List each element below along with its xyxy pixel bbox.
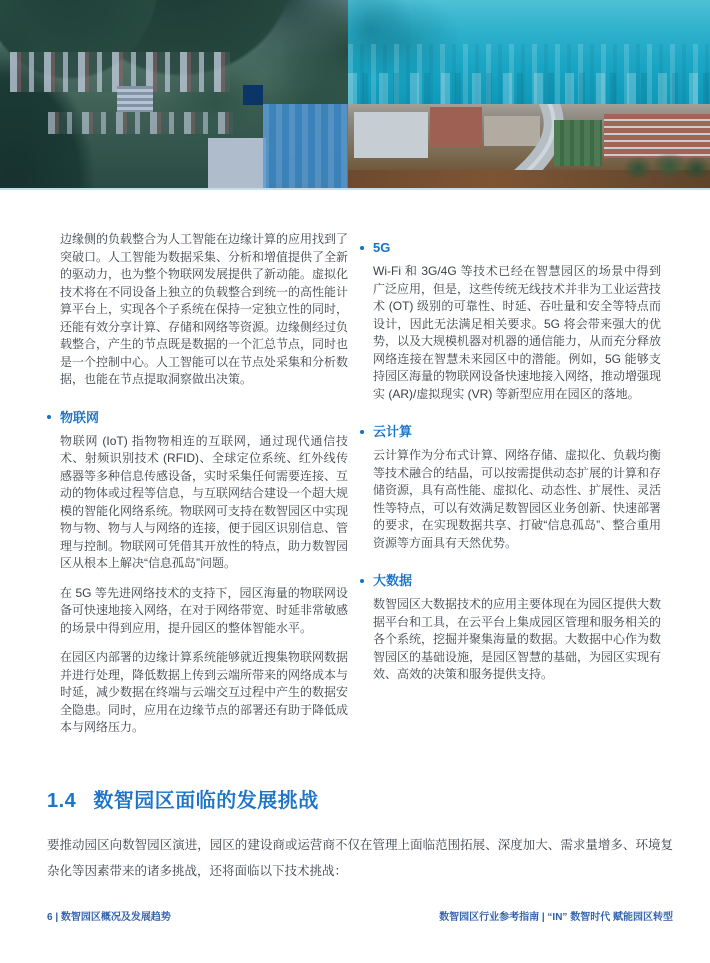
photo-bottom-edge	[0, 188, 710, 190]
campus-construction-photo	[348, 104, 710, 190]
section-title-label: 大数据	[373, 573, 413, 588]
page-footer	[47, 908, 673, 923]
village-buildings	[48, 112, 233, 134]
paragraph: 在 5G 等先进网络技术的支持下，园区海量的物联网设备可快速地接入网络，在对于网络带宽、时延非常敏感的场景中得到应用，提升园区的整体智能水平。	[60, 585, 349, 635]
village-buildings	[10, 52, 230, 92]
decor-translucent-blue-square	[263, 104, 348, 190]
footer-document-title: 数智园区行业参考指南 | “IN” 数智时代 赋能园区转型	[439, 912, 673, 923]
paragraph: Wi-Fi 和 3G/4G 等技术已经在智慧园区的场景中得到广泛应用，但是，这些传统无线技术并非为工业运营技术 (OT) 级别的可靠性、时延、吞吐量和安全等特点而设计，因此无法满足相关要求。5G 将会带来强大的优势，以及大规模机器对机器的通信能力，从而充分释放网络连接在智慧未来园区中的潜能。例如，5G 能够支持园区海量的物联网设备快速地接入网络，推动增强现实 (AR)/虚拟现实 (VR) 等新型应用在园区的落地。	[373, 264, 662, 401]
paragraph: 数智园区大数据技术的应用主要体现在为园区提供大数据平台和工具，在云平台上集成园区管理和服务相关的各个系统，挖掘并聚集海量的数据。大数据中心作为数智园区的基础设施，是园区智慧的基础，为园区实现有效、高效的决策和服务提供支持。	[373, 597, 662, 681]
paragraph-edge-computing: 边缘侧的负载整合为人工智能在边缘计算的应用找到了突破口。人工智能为数据采集、分析和增值提供了全新的驱动力，也为整个物联网发展提供了新动能。虚拟化技术将在不同设备上独立的负载整合到统一的高性能计算平台上，实现各个子系统在保持一定独立性的同时，还能有效分享计算、存储和网络等资源。边缘侧经过负载整合，产生的节点既是数据的一个汇总节点，同时也是一个控制中心。人工智能可以在节点处采集和分析数据，也能在节点提取洞察做出决策。	[60, 232, 349, 386]
section-bigdata	[360, 572, 661, 684]
chapter-number: 1.4	[47, 790, 77, 812]
white-building	[117, 86, 153, 112]
bullet-dot-icon	[47, 415, 51, 419]
section-title-5g	[360, 239, 661, 256]
section-title-cloud	[360, 423, 661, 440]
section-title-label: 5G	[373, 240, 391, 255]
brick-building	[604, 114, 710, 158]
bullet-dot-icon	[360, 579, 364, 583]
white-building	[208, 138, 266, 190]
header-photo-collage	[0, 0, 710, 190]
left-text-column	[47, 231, 348, 737]
paragraph: 物联网 (IoT) 指物物相连的互联网，通过现代通信技术、射频识别技术 (RFID)、全球定位系统、红外线传感器等多种信息传感设备，实时采集任何需要连接、互动的物体或过程等信息，与互联网结合建设一个超大规模的智能化网络系统。物联网可支持在数智园区中实现物与物、物与人与网络的连接，便于园区识别信息、管理与控制。物联网可凭借其开放性的特点，助力数智园区从根本上解决“信息孤岛”问题。	[60, 433, 349, 570]
bullet-dot-icon	[360, 246, 364, 250]
section-5g	[360, 239, 661, 403]
paragraph: 在园区内部署的边缘计算系统能够就近搜集物联网数据并进行处理，降低数据上传到云端所带来的网络成本与时延，减少数据在终端与云端交互过程中产生的数据安全隐患。同时，应用在边缘节点的部署还有助于降低成本与网络压力。	[60, 650, 349, 734]
section-iot	[47, 409, 348, 737]
section-title-bigdata	[360, 572, 661, 589]
paragraph: 云计算作为分布式计算、网络存储、虚拟化、负载均衡等技术融合的结晶，可以按需提供动态扩展的计算和存储资源，具有高性能、虚拟化、动态性、扩展性、灵活性等特点，可以有效满足数智园区业务创新、快速部署的要求，在实现数据共享、打破“信息孤岛”、整合重用资源等方面具有天然优势。	[373, 448, 662, 550]
section-title-label: 物联网	[60, 409, 100, 425]
construction-building-green-net	[554, 120, 602, 166]
section-title-iot	[47, 409, 348, 426]
challenge-intro-paragraph: 要推动园区向数智园区演进，园区的建设商或运营商不仅在管理上面临范围拓展、深度加大、需求量增多、环境复杂化等因素带来的诸多挑战，还将面临以下技术挑战：	[47, 838, 673, 878]
chapter-heading	[47, 784, 319, 813]
teal-cityscape-photo	[348, 0, 710, 104]
trees	[620, 154, 710, 178]
chapter-title: 数智园区面临的发展挑战	[93, 790, 319, 812]
section-cloud	[360, 423, 661, 552]
decor-navy-square	[243, 85, 263, 105]
section-title-label: 云计算	[373, 424, 413, 439]
right-text-column	[360, 239, 661, 684]
footer-page-number-chapter: 6 | 数智园区概况及发展趋势	[47, 912, 171, 923]
bullet-dot-icon	[360, 430, 364, 434]
city-buildings-texture	[348, 73, 710, 104]
